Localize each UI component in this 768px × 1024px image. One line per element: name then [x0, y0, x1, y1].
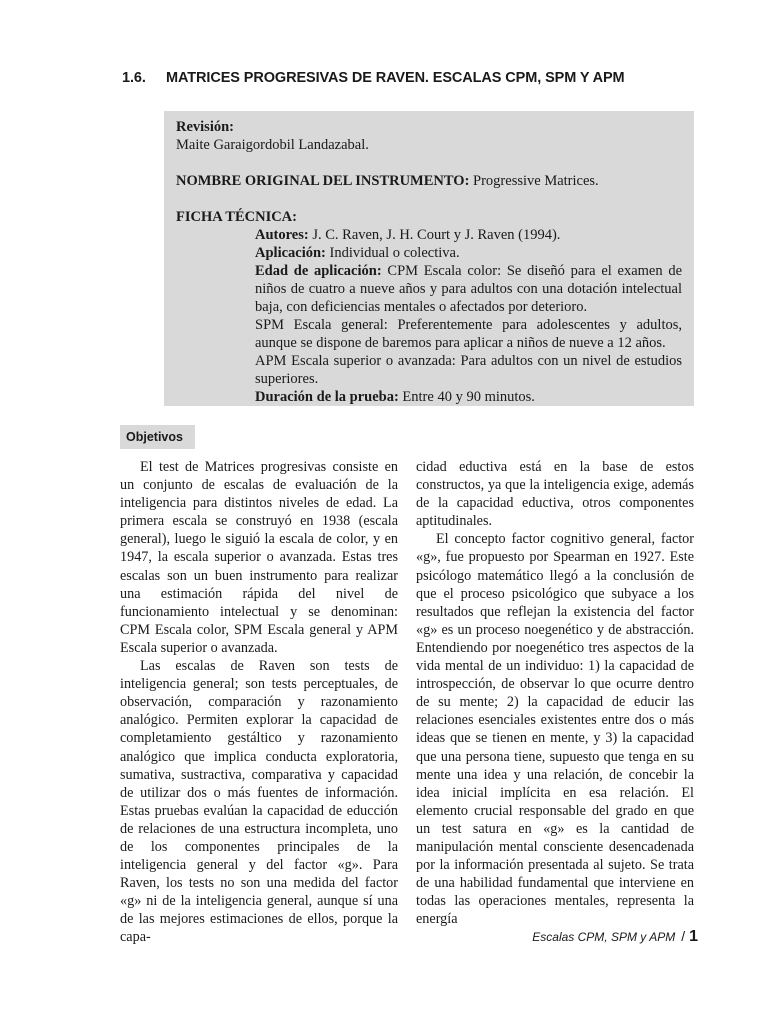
page-number: 1: [689, 928, 698, 945]
revision-label: Revisión:: [176, 119, 234, 135]
running-title: Escalas CPM, SPM y APM: [532, 930, 676, 944]
aplicacion-label: Aplicación:: [255, 245, 326, 261]
page-footer: [532, 928, 698, 946]
section-title: MATRICES PROGRESIVAS DE RAVEN. ESCALAS CPM, SPM Y APM: [166, 70, 625, 86]
right-column: [416, 458, 694, 928]
apm-text: APM Escala superior o avanzada: Para adultos con un nivel de estudios superiores.: [255, 353, 682, 387]
ficha-label: FICHA TÉCNICA:: [176, 209, 297, 225]
edad-label: Edad de aplicación:: [255, 263, 382, 279]
footer-separator: /: [681, 928, 686, 944]
paragraph: El concepto factor cognitivo general, factor «g», fue propuesto por Spearman en 1927. Este psicólogo matemático llegó a la conclusión de que el proceso psicológico que subyace a los resultados que reflejan la existencia del factor «g» es un proceso noegenético y de abstracción. Entendiendo por noegenético tres aspectos de la vida mental de un individuo: 1) la capacidad de introspección, de observar lo que ocurre dentro de su mente; 2) la capacidad de educir las relaciones esenciales existentes entre dos o más ideas que se tienen en mente, y 3) la capacidad que una persona tiene, supuesto que tenga en su mente una idea y una relación, de concebir la idea inicial implícita en esa relación. El elemento crucial responsable del grado en que un test satura en «g» es la cantidad de manipulación mental consciente desencadenada por la información presentada al sujeto. Se trata de una habilidad fundamental que interviene en todas las operaciones mentales, representa la energía: [416, 531, 694, 928]
section-number: 1.6.: [122, 70, 146, 86]
revision-value: Maite Garaigordobil Landazabal.: [176, 137, 369, 153]
aplicacion-value: Individual o colectiva.: [329, 245, 460, 261]
paragraph: Las escalas de Raven son tests de inteligencia general; son tests perceptuales, de observación, comparación y razonamiento analógico. Permiten explorar la capacidad de completamiento gestáltico y razonamiento analógico que implica conducta exploratoria, sumativa, sustractiva, comparativa y capacidad de utilizar dos o más fuentes de información. Estas pruebas evalúan la capacidad de educción de relaciones de una estructura incompleta, uno de los componentes principales de la inteligencia general y del factor «g». Para Raven, los tests no son una medida del factor «g» ni de la inteligencia general, aunque sí una de las mejores estimaciones de ellos, porque la capa-: [120, 658, 398, 946]
left-column: [120, 458, 398, 947]
duracion-label: Duración de la prueba:: [255, 389, 399, 405]
objetivos-heading: Objetivos: [120, 425, 195, 449]
autores-label: Autores:: [255, 227, 309, 243]
original-name-label: NOMBRE ORIGINAL DEL INSTRUMENTO:: [176, 173, 470, 189]
autores-value: J. C. Raven, J. H. Court y J. Raven (1994).: [312, 227, 561, 243]
original-name-value: Progressive Matrices.: [473, 173, 599, 189]
spm-text: SPM Escala general: Preferentemente para adolescentes y adultos, aunque se dispone de baremos para aplicar a niños de nueve a 12 años.: [255, 317, 682, 351]
paragraph: El test de Matrices progresivas consiste en un conjunto de escalas de evaluación de la inteligencia para distintos niveles de edad. La primera escala se construyó en 1938 (escala general), luego le siguió la escala de color, y en 1947, la escala superior o avanzada. Estas tres escalas son un buen instrumento para realizar una estimación rápida del nivel de funcionamiento intelectual y se denominan: CPM Escala color, SPM Escala general y APM Escala superior o avanzada.: [120, 459, 398, 656]
paragraph-continuation: cidad eductiva está en la base de estos constructos, ya que la inteligencia exige, además de la capacidad eductiva, otros componentes aptitudinales.: [416, 459, 694, 530]
duracion-value: Entre 40 y 90 minutos.: [402, 389, 535, 405]
technical-sheet-box: [164, 111, 694, 406]
edad-value: CPM Escala color: Se diseñó para el examen de niños de cuatro a nueve años y para adultos con una dotación intelectual baja, con deficiencias mentales o afectados por deterioro.: [255, 263, 683, 315]
section-heading: [122, 70, 682, 86]
